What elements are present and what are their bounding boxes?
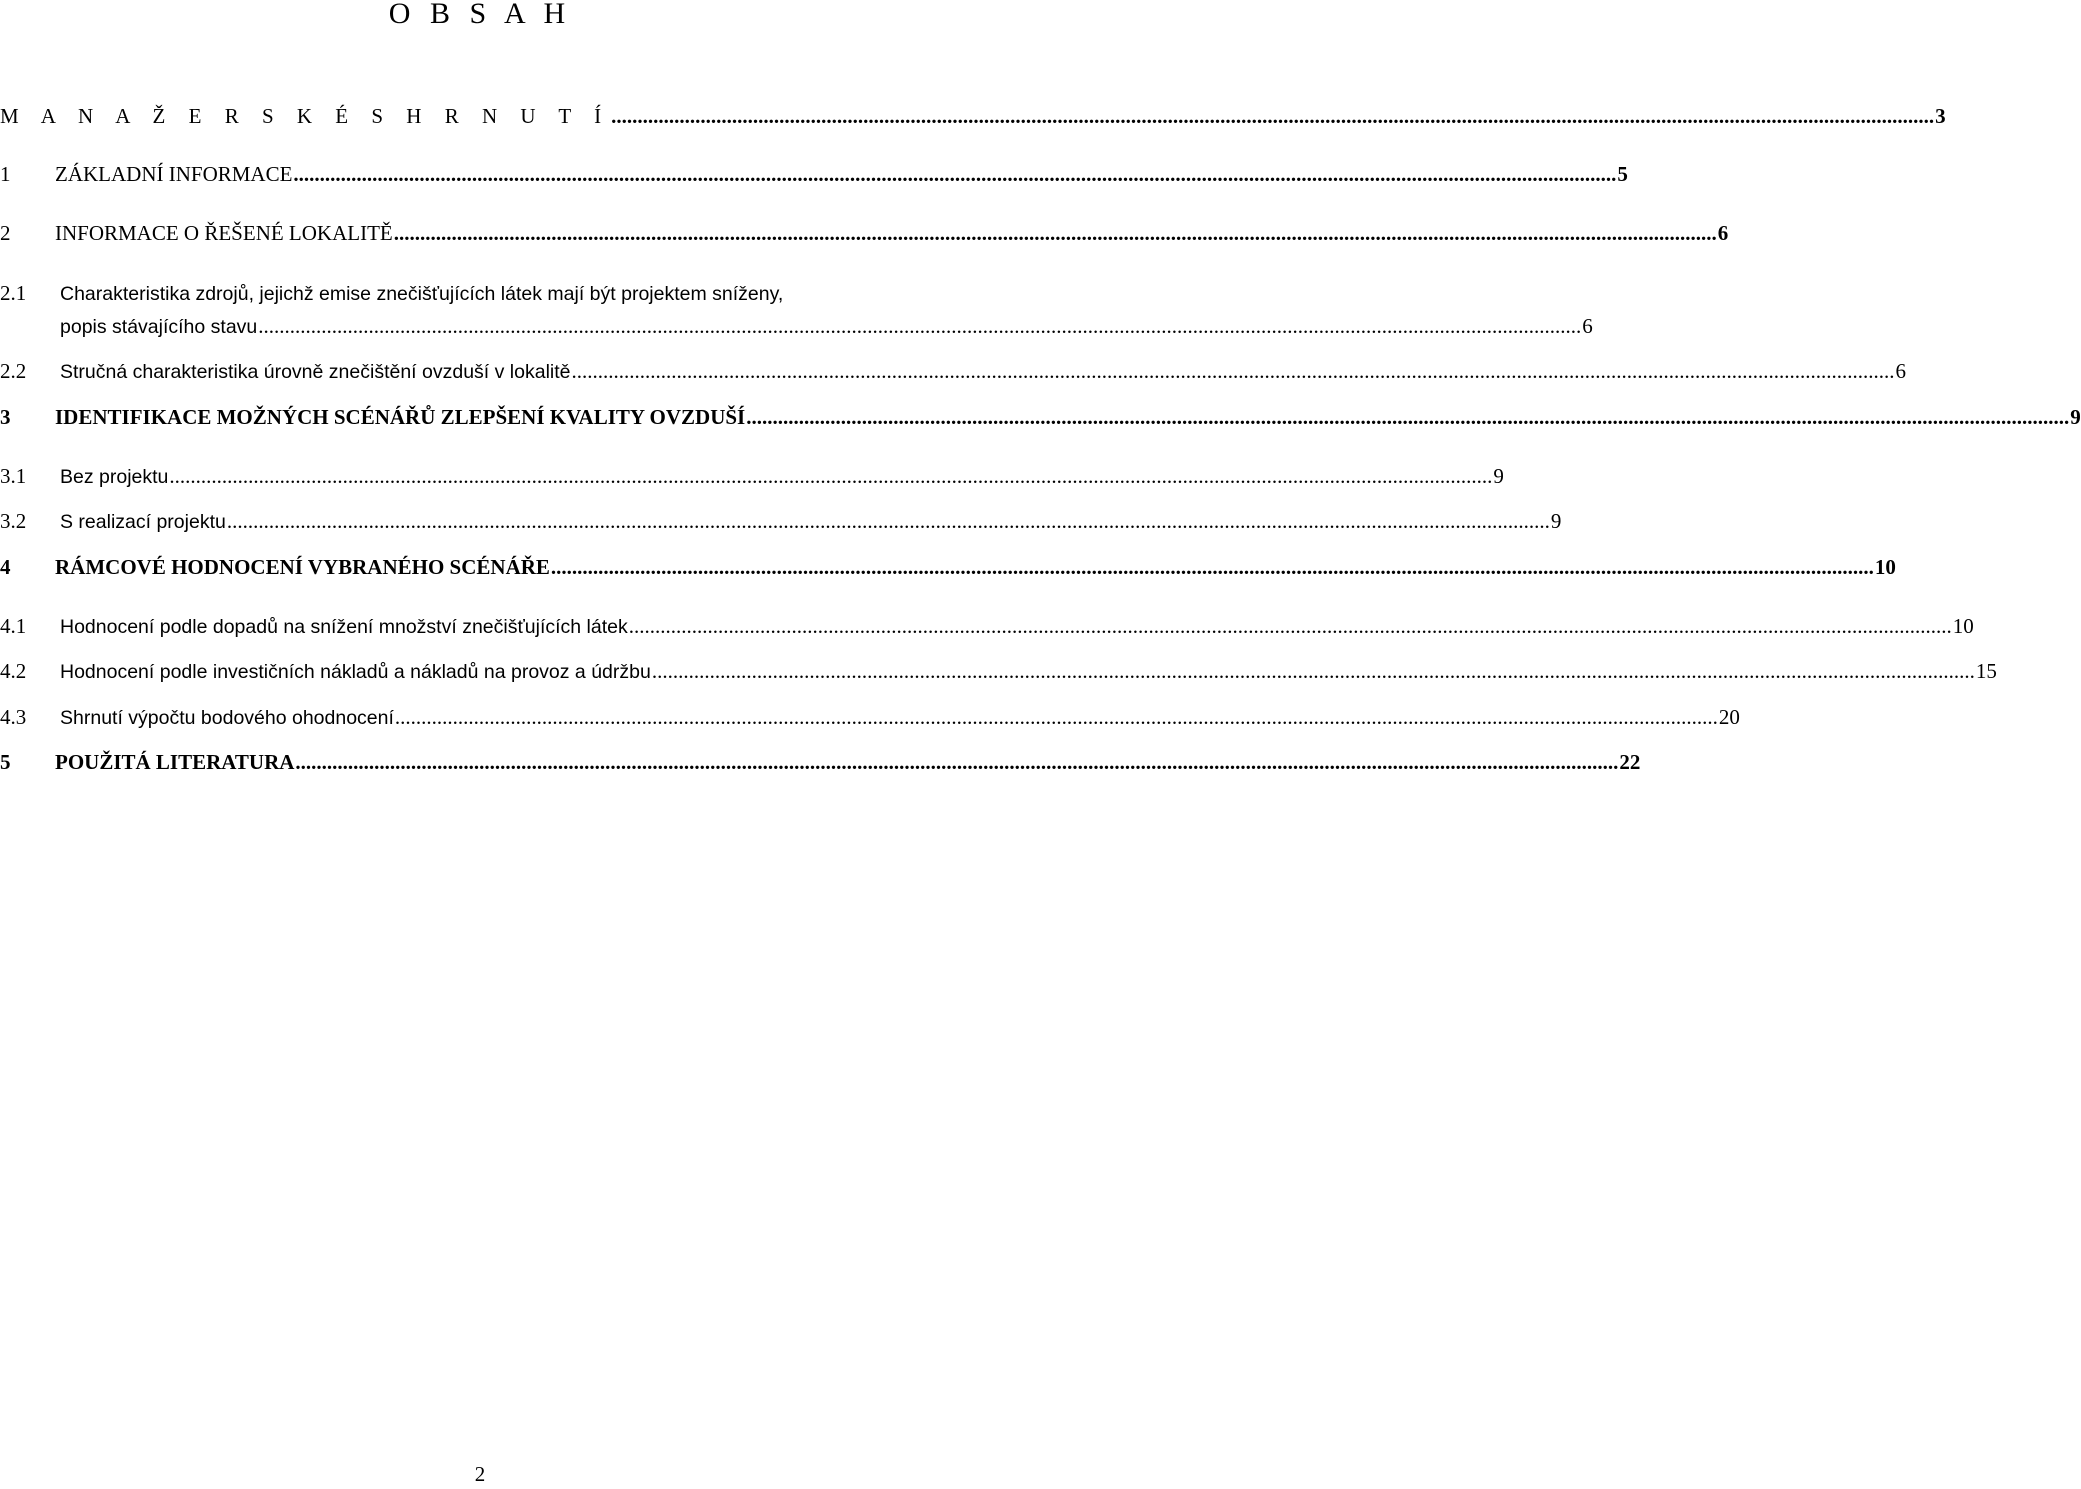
- toc-entry-text: Hodnocení podle dopadů na snížení množství znečišťujících látek: [60, 616, 628, 638]
- toc-leader-dots: [227, 506, 1550, 536]
- toc-page-number: 3: [1935, 104, 1946, 128]
- toc-page-number: 6: [1717, 221, 1729, 245]
- toc-page-number: 20: [1718, 705, 1740, 729]
- toc-page-number: 22: [1619, 750, 1641, 774]
- toc-entry-3-1[interactable]: [0, 461, 1504, 491]
- toc-entry-number: 3.1: [0, 464, 27, 488]
- toc-entry-summary[interactable]: [0, 101, 1946, 131]
- toc-entry-text: Bez projektu: [60, 466, 169, 488]
- toc-entry-number: 2: [0, 221, 11, 245]
- toc-entry-number: 4.2: [0, 659, 27, 683]
- toc-entry-number: 2.1: [0, 281, 27, 305]
- toc-leader-dots: [551, 552, 1874, 582]
- toc-entry-number: 1: [0, 162, 11, 186]
- toc-entry-text: Shrnutí výpočtu bodového ohodnocení: [60, 707, 394, 729]
- toc-page-number: 10: [1952, 614, 1974, 638]
- toc-entry-text: Charakteristika zdrojů, jejichž emise znečišťujících látek mají být projektem sníženy,: [60, 283, 784, 305]
- toc-entry-5[interactable]: [0, 747, 1641, 777]
- toc-entry-2-1-continuation[interactable]: [60, 311, 1593, 341]
- toc-leader-dots: [295, 747, 1618, 777]
- toc-entry-number: 5: [0, 750, 11, 774]
- toc-entry-4[interactable]: [0, 552, 1896, 582]
- toc-entry-text-continued: popis stávajícího stavu: [60, 316, 258, 338]
- toc-entry-3-2[interactable]: [0, 506, 1562, 536]
- toc-leader-dots: [258, 311, 1581, 341]
- toc-entry-text: INFORMACE O ŘEŠENÉ LOKALITĚ: [55, 221, 393, 245]
- toc-entry-text: S realizací projektu: [60, 511, 226, 533]
- toc-entry-3[interactable]: [0, 402, 2081, 432]
- toc-leader-dots: [169, 461, 1492, 491]
- page-number-footer: 2: [474, 1462, 486, 1486]
- toc-leader-dots: [394, 218, 1717, 248]
- toc-entry-number: 3.2: [0, 509, 27, 533]
- toc-page-number: 10: [1874, 555, 1896, 579]
- toc-leader-dots: [746, 402, 2069, 432]
- toc-entry-text: IDENTIFIKACE MOŽNÝCH SCÉNÁŘŮ ZLEPŠENÍ KVALITY OVZDUŠÍ: [55, 405, 746, 429]
- toc-page-number: 6: [1582, 314, 1593, 338]
- toc-leader-dots: [293, 159, 1616, 189]
- toc-page-number: 6: [1895, 359, 1906, 383]
- toc-entry-number: 4: [0, 555, 11, 579]
- toc-entry-4-1[interactable]: [0, 611, 1974, 641]
- toc-page-number: 9: [1550, 509, 1562, 533]
- toc-entry-text: ZÁKLADNÍ INFORMACE: [55, 162, 293, 186]
- toc-entry-number: 4.1: [0, 614, 27, 638]
- toc-page-number: 9: [2070, 405, 2081, 429]
- toc-page-number: 9: [1493, 464, 1504, 488]
- toc-entry-text: Hodnocení podle investičních nákladů a nákladů na provoz a údržbu: [60, 661, 651, 683]
- toc-entry-4-2[interactable]: [0, 656, 1997, 686]
- toc-entry-number: 2.2: [0, 359, 27, 383]
- toc-leader-dots: [652, 656, 1975, 686]
- toc-entry-text: Stručná charakteristika úrovně znečištění ovzduší v lokalitě: [60, 361, 571, 383]
- toc-entry-text: RÁMCOVÉ HODNOCENÍ VYBRANÉHO SCÉNÁŘE: [55, 555, 550, 579]
- toc-leader-dots: [395, 702, 1718, 732]
- toc-leader-dots: [629, 611, 1952, 641]
- toc-page-number: 5: [1617, 162, 1628, 186]
- toc-entry-1[interactable]: [0, 159, 1628, 189]
- toc-entry-2[interactable]: [0, 218, 1729, 248]
- toc-entry-number: 4.3: [0, 705, 27, 729]
- toc-entry-4-3[interactable]: [0, 702, 1740, 732]
- page-title: O B S A H: [388, 0, 572, 30]
- toc-entry-2-1[interactable]: [0, 278, 958, 308]
- toc-leader-dots: [611, 101, 1934, 131]
- toc-entry-number: 3: [0, 405, 11, 429]
- toc-page-number: 15: [1975, 659, 1997, 683]
- toc-entry-text: POUŽITÁ LITERATURA: [55, 750, 295, 774]
- toc-entry-2-2[interactable]: [0, 356, 1906, 386]
- toc-leader-dots: [572, 356, 1895, 386]
- toc-entry-text: M A N A Ž E R S K É S H R N U T Í: [0, 104, 611, 128]
